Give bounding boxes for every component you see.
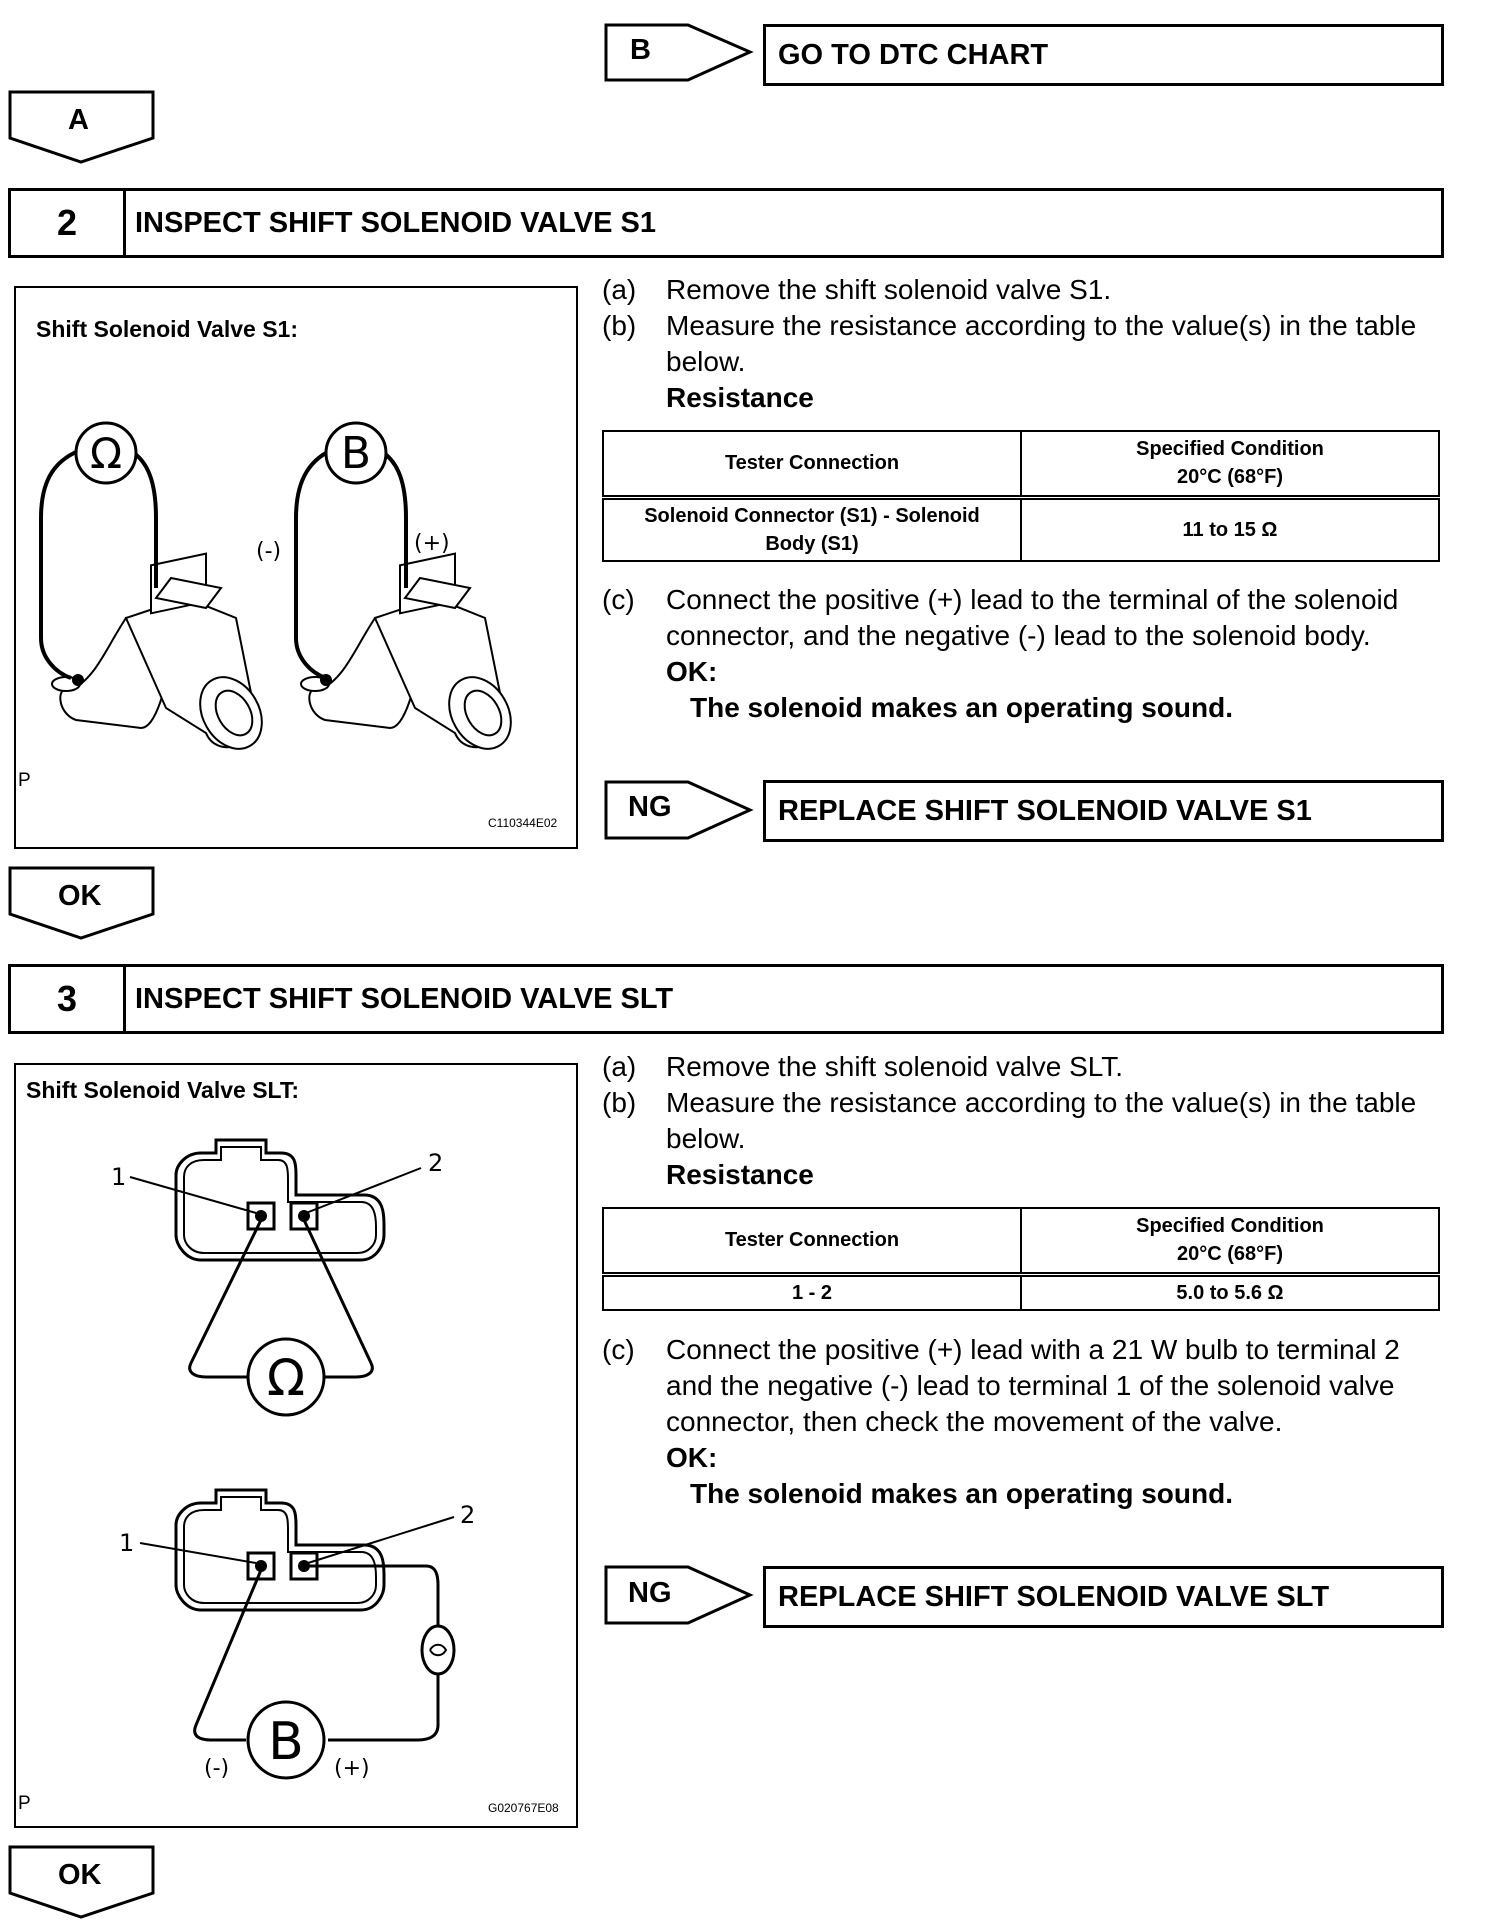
step2-number: 2 bbox=[11, 191, 126, 255]
s2-col2-header bbox=[1021, 431, 1439, 497]
b-flag-arrow bbox=[606, 25, 750, 80]
slt-battery-symbol: B bbox=[268, 1712, 304, 1772]
s3-c-label: (c) bbox=[602, 1334, 635, 1365]
s2-a-text: Remove the shift solenoid valve S1. bbox=[666, 274, 1112, 305]
s3-ok-arrow-label: OK bbox=[58, 1859, 102, 1891]
s3-ng-label: NG bbox=[628, 1577, 672, 1609]
slt-bulb bbox=[422, 1626, 454, 1674]
step3-header bbox=[8, 964, 1444, 1034]
slt-pos-label: (+) bbox=[334, 1756, 370, 1781]
slt-top-term2-label: 2 bbox=[428, 1149, 444, 1177]
slt-bottom-term2-label: 2 bbox=[460, 1501, 476, 1529]
slt-solenoid-diagram bbox=[16, 1065, 580, 1830]
s2-c-label: (c) bbox=[602, 584, 635, 615]
s3-c-text: Connect the positive (+) lead with a 21 W bulb to terminal 2 and the negative (-) lead to terminal 1 of the solenoid valve connector, then check the movement of the valve. bbox=[666, 1334, 1400, 1437]
s3-replace-button[interactable] bbox=[763, 1566, 1444, 1628]
go-to-label: GO TO DTC CHART bbox=[778, 38, 1049, 71]
s1-right-contact-dot bbox=[320, 674, 332, 686]
s3-a-label: (a) bbox=[602, 1051, 637, 1082]
step3-figure-p: P bbox=[18, 1793, 31, 1814]
s2-ok-text: The solenoid makes an operating sound. bbox=[690, 692, 1233, 723]
step2-instructions-c bbox=[602, 582, 1470, 726]
s2-resistance-label: Resistance bbox=[666, 382, 814, 413]
step2-instructions bbox=[602, 272, 1446, 416]
slt-bottom-term1-label: 1 bbox=[119, 1529, 135, 1557]
s2-col2-header-line2: 20°C (68°F) bbox=[1176, 466, 1284, 489]
b-label: B bbox=[630, 34, 651, 66]
s3-col1-header: Tester Connection bbox=[603, 1208, 1021, 1274]
s3-row1-col1: 1 - 2 bbox=[603, 1274, 1021, 1310]
s3-col2-header bbox=[1021, 1208, 1439, 1274]
s2-resistance-table bbox=[602, 430, 1440, 562]
slt-bottom-connector bbox=[176, 1490, 384, 1610]
s2-a-label: (a) bbox=[602, 274, 637, 305]
step2-figure bbox=[14, 286, 578, 849]
s1-ohm-symbol: Ω bbox=[89, 429, 123, 478]
s3-resistance-label: Resistance bbox=[666, 1159, 814, 1190]
s1-battery-symbol: B bbox=[340, 428, 372, 479]
slt-top-term1-leader bbox=[130, 1177, 256, 1213]
s2-row1-col2: 11 to 15 Ω bbox=[1021, 497, 1439, 561]
s1-left-contact-dot bbox=[72, 674, 84, 686]
slt-bottom-leads bbox=[195, 1566, 438, 1740]
go-to-dtc-chart-button[interactable] bbox=[763, 24, 1444, 86]
step2-figure-code: C110344E02 bbox=[488, 816, 558, 830]
s2-col1-header: Tester Connection bbox=[603, 431, 1021, 497]
s2-ok-arrow-label: OK bbox=[58, 880, 102, 912]
s3-col2-header-line1: Specified Condition bbox=[1136, 1215, 1324, 1238]
s1-right-solenoid bbox=[301, 554, 523, 760]
s1-pos-label: (+) bbox=[414, 531, 450, 556]
slt-ohm-symbol: Ω bbox=[266, 1349, 306, 1407]
step3-instructions-c bbox=[602, 1332, 1470, 1512]
s2-ng-action: REPLACE SHIFT SOLENOID VALVE S1 bbox=[778, 794, 1312, 827]
s2-b-text: Measure the resistance according to the value(s) in the table below. bbox=[666, 310, 1417, 377]
step3-figure-code: G020767E08 bbox=[488, 1801, 559, 1815]
s2-replace-button[interactable] bbox=[763, 780, 1444, 842]
s3-ok-text: The solenoid makes an operating sound. bbox=[690, 1478, 1233, 1509]
a-label: A bbox=[68, 104, 89, 136]
s3-ok-label: OK: bbox=[666, 1442, 718, 1473]
s1-neg-label: (-) bbox=[256, 539, 282, 564]
step2-title: INSPECT SHIFT SOLENOID VALVE S1 bbox=[135, 206, 656, 239]
s2-col2-header-line1: Specified Condition bbox=[1136, 438, 1324, 461]
step3-figure-title: Shift Solenoid Valve SLT: bbox=[26, 1077, 300, 1103]
s3-col2-header-line2: 20°C (68°F) bbox=[1176, 1243, 1284, 1266]
step3-title: INSPECT SHIFT SOLENOID VALVE SLT bbox=[135, 982, 674, 1015]
s1-left-solenoid bbox=[52, 554, 274, 760]
s2-row1-col1-line2: Body (S1) bbox=[765, 532, 859, 555]
s2-ok-label: OK: bbox=[666, 656, 718, 687]
step3-instructions bbox=[602, 1049, 1446, 1193]
slt-neg-label: (-) bbox=[204, 1756, 230, 1781]
step3-figure bbox=[14, 1063, 578, 1828]
s3-a-text: Remove the shift solenoid valve SLT. bbox=[666, 1051, 1124, 1082]
s3-b-label: (b) bbox=[602, 1087, 637, 1118]
slt-bottom-term1-leader bbox=[140, 1543, 256, 1563]
s2-ng-label: NG bbox=[628, 791, 672, 823]
s2-c-text: Connect the positive (+) lead to the terminal of the solenoid connector, and the negative (-) lead to the solenoid body. bbox=[666, 584, 1399, 651]
step3-number: 3 bbox=[11, 967, 126, 1031]
s2-row1-col1-line1: Solenoid Connector (S1) - Solenoid bbox=[644, 504, 980, 527]
s3-ng-action: REPLACE SHIFT SOLENOID VALVE SLT bbox=[778, 1580, 1330, 1613]
s3-row1-col2: 5.0 to 5.6 Ω bbox=[1021, 1274, 1439, 1310]
s3-resistance-table bbox=[602, 1207, 1440, 1311]
slt-top-term1-label: 1 bbox=[111, 1163, 127, 1191]
s2-row1-col1 bbox=[603, 497, 1021, 561]
slt-top-term2-leader bbox=[306, 1168, 421, 1213]
s1-solenoid-diagram bbox=[16, 288, 580, 851]
step2-header bbox=[8, 188, 1444, 258]
step2-figure-p: P bbox=[18, 770, 31, 791]
s3-b-text: Measure the resistance according to the value(s) in the table below. bbox=[666, 1087, 1417, 1154]
s2-b-label: (b) bbox=[602, 310, 637, 341]
step2-figure-title: Shift Solenoid Valve S1: bbox=[36, 316, 299, 342]
